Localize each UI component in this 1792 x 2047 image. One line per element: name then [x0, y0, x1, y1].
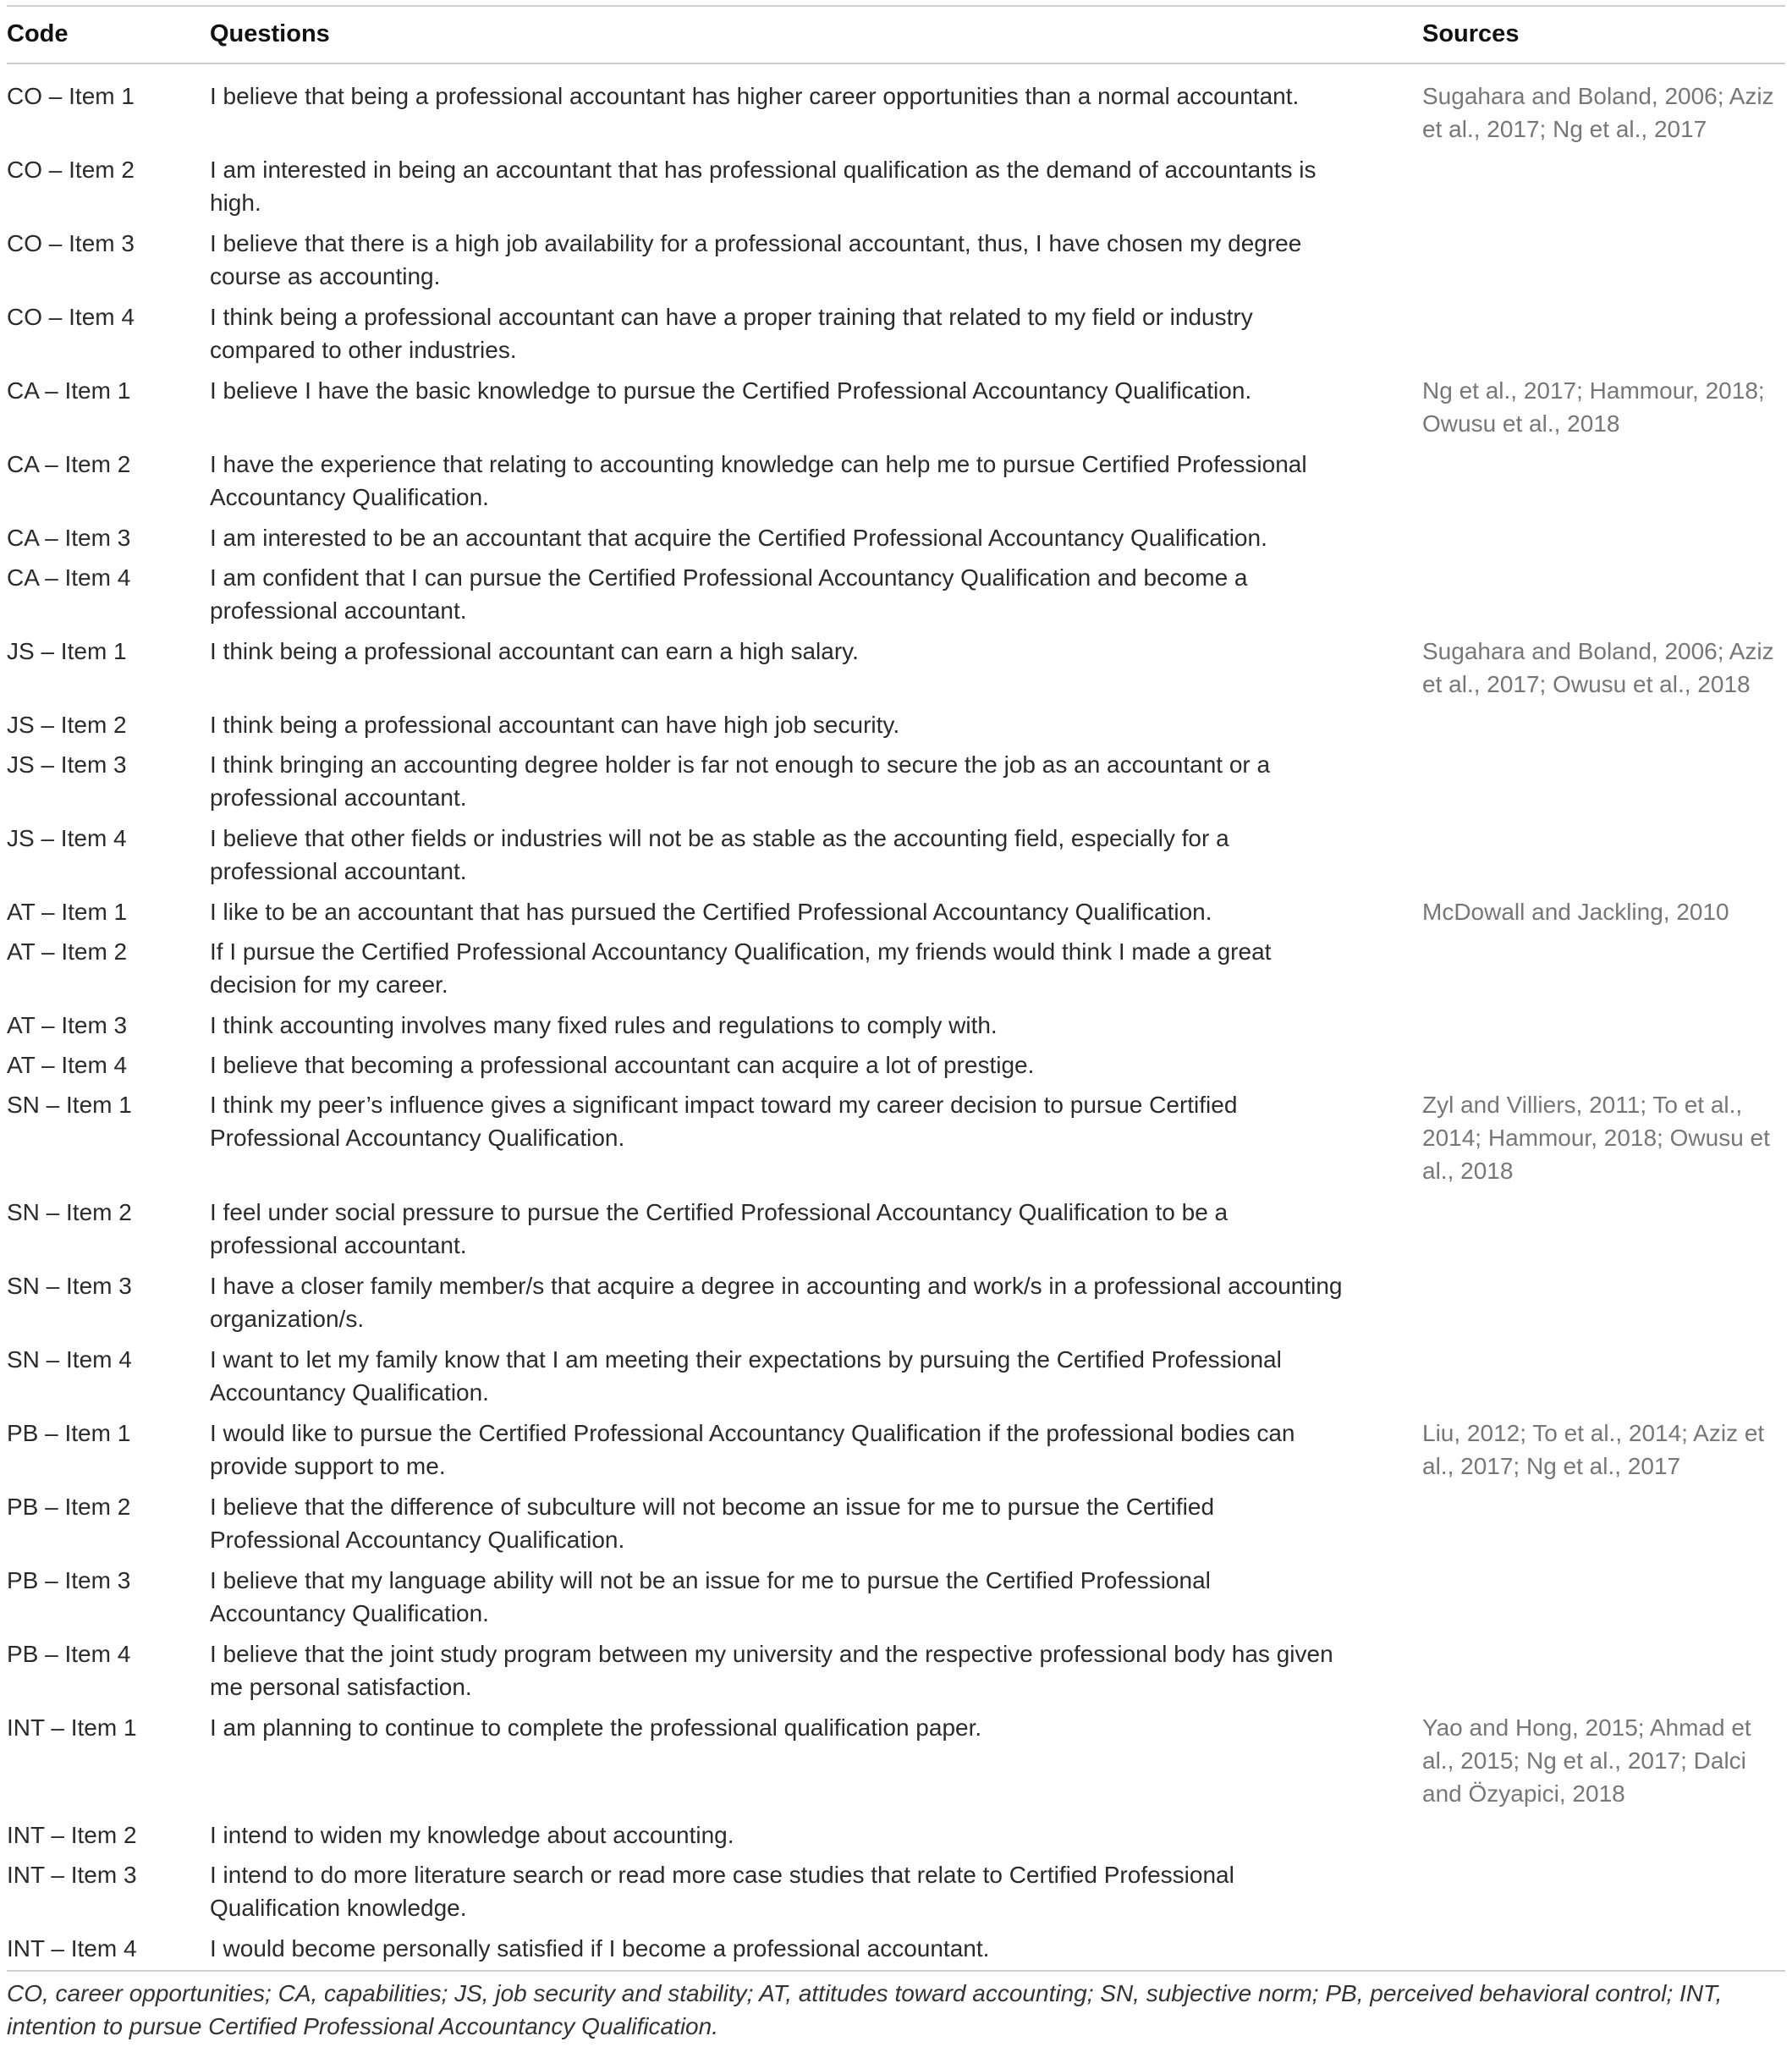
row-code: INT – Item 1: [7, 1714, 137, 1741]
row-code: PB – Item 2: [7, 1494, 131, 1520]
top-rule: [7, 5, 1785, 7]
row-sources: Zyl and Villiers, 2011; To et al., 2014; Hammour, 2018; Owusu et al., 2018: [1422, 1092, 1770, 1184]
row-question: I think being a professional accountant can earn a high salary.: [210, 638, 859, 664]
table-footnote: CO, career opportunities; CA, capabilities; JS, job security and stability; AT, attitudes toward accounting; SN, subjective norm; PB, perceived behavioral control; INT, intention to pursue Certified Professional Accountancy Qualification.: [7, 1980, 1723, 2039]
header-code: Code: [7, 20, 69, 47]
row-question: I believe that the difference of subculture will not become an issue for me to pursue the Certified Professional Accountancy Qualification.: [210, 1494, 1215, 1553]
row-code: AT – Item 1: [7, 899, 128, 925]
row-question: I think my peer’s influence gives a significant impact toward my career decision to pursue Certified Professional Accountancy Qualification.: [210, 1092, 1238, 1151]
row-sources: McDowall and Jackling, 2010: [1422, 899, 1729, 925]
row-question: I believe that other fields or industries will not be as stable as the accounting field, especially for a professional accountant.: [210, 825, 1229, 884]
row-question: I feel under social pressure to pursue the Certified Professional Accountancy Qualification to be a professional accountant.: [210, 1199, 1229, 1258]
row-sources: Sugahara and Boland, 2006; Aziz et al., 2017; Owusu et al., 2018: [1422, 638, 1774, 697]
row-code: JS – Item 4: [7, 825, 127, 851]
row-code: CO – Item 3: [7, 230, 135, 256]
row-question: I have the experience that relating to accounting knowledge can help me to pursue Certified Professional Accountancy Qualification.: [210, 451, 1307, 510]
row-question: I am planning to continue to complete the professional qualification paper.: [210, 1714, 982, 1741]
row-code: JS – Item 1: [7, 638, 127, 664]
header-questions: Questions: [210, 20, 330, 47]
row-question: I believe that my language ability will not be an issue for me to pursue the Certified Professional Accountancy Qualification.: [210, 1567, 1211, 1626]
row-question: I believe that being a professional accountant has higher career opportunities than a normal accountant.: [210, 83, 1300, 109]
row-question: I believe I have the basic knowledge to pursue the Certified Professional Accountancy Qualification.: [210, 377, 1252, 404]
row-question: I think being a professional accountant can have a proper training that related to my field or industry compared to other industries.: [210, 304, 1253, 363]
row-question: I would like to pursue the Certified Professional Accountancy Qualification if the professional bodies can provide support to me.: [210, 1420, 1295, 1479]
row-code: JS – Item 2: [7, 712, 127, 738]
row-question: I want to let my family know that I am meeting their expectations by pursuing the Certified Professional Accountancy Qualification.: [210, 1346, 1282, 1406]
row-question: I am interested to be an accountant that acquire the Certified Professional Accountancy Qualification.: [210, 525, 1267, 551]
row-code: AT – Item 4: [7, 1052, 128, 1078]
row-question: I think being a professional accountant can have high job security.: [210, 712, 900, 738]
row-code: SN – Item 2: [7, 1199, 132, 1225]
row-question: I think accounting involves many fixed rules and regulations to comply with.: [210, 1012, 998, 1038]
row-question: I believe that becoming a professional accountant can acquire a lot of prestige.: [210, 1052, 1035, 1078]
row-question: I like to be an accountant that has pursued the Certified Professional Accountancy Qualification.: [210, 899, 1212, 925]
row-question: I would become personally satisfied if I become a professional accountant.: [210, 1935, 990, 1962]
header-sources: Sources: [1422, 20, 1520, 47]
row-code: AT – Item 2: [7, 938, 128, 965]
row-code: INT – Item 2: [7, 1822, 137, 1848]
row-code: INT – Item 4: [7, 1935, 137, 1962]
row-question: If I pursue the Certified Professional Accountancy Qualification, my friends would think I made a great decision for my career.: [210, 938, 1272, 998]
row-code: JS – Item 3: [7, 751, 127, 778]
row-code: PB – Item 1: [7, 1420, 131, 1446]
row-question: I am interested in being an accountant that has professional qualification as the demand of accountants is high.: [210, 157, 1317, 216]
row-code: CA – Item 2: [7, 451, 131, 477]
row-question: I have a closer family member/s that acquire a degree in accounting and work/s in a professional accounting organization/s.: [210, 1273, 1343, 1332]
row-code: CO – Item 2: [7, 157, 135, 183]
row-sources: Liu, 2012; To et al., 2014; Aziz et al., 2017; Ng et al., 2017: [1422, 1420, 1765, 1479]
row-code: INT – Item 3: [7, 1862, 137, 1888]
row-code: SN – Item 4: [7, 1346, 132, 1373]
row-question: I am confident that I can pursue the Certified Professional Accountancy Qualification and become a professional accountant.: [210, 564, 1248, 624]
footer-rule: [7, 1970, 1785, 1972]
row-sources: Sugahara and Boland, 2006; Aziz et al., 2017; Ng et al., 2017: [1422, 83, 1774, 142]
row-code: CO – Item 4: [7, 304, 135, 330]
row-code: PB – Item 4: [7, 1641, 131, 1667]
row-question: I believe that there is a high job availability for a professional accountant, thus, I have chosen my degree course as accounting.: [210, 230, 1302, 289]
row-question: I intend to do more literature search or read more case studies that relate to Certified Professional Qualification knowledge.: [210, 1862, 1234, 1921]
row-code: AT – Item 3: [7, 1012, 128, 1038]
row-question: I intend to widen my knowledge about accounting.: [210, 1822, 734, 1848]
row-code: SN – Item 1: [7, 1092, 132, 1118]
row-sources: Yao and Hong, 2015; Ahmad et al., 2015; Ng et al., 2017; Dalci and Özyapici, 2018: [1422, 1714, 1751, 1807]
row-code: CO – Item 1: [7, 83, 135, 109]
row-code: CA – Item 4: [7, 564, 131, 591]
row-sources: Ng et al., 2017; Hammour, 2018; Owusu et al., 2018: [1422, 377, 1765, 437]
header-rule: [7, 63, 1785, 64]
row-code: SN – Item 3: [7, 1273, 132, 1299]
row-code: CA – Item 1: [7, 377, 131, 404]
row-code: PB – Item 3: [7, 1567, 131, 1593]
row-code: CA – Item 3: [7, 525, 131, 551]
row-question: I believe that the joint study program between my university and the respective professional body has given me personal satisfaction.: [210, 1641, 1333, 1700]
row-question: I think bringing an accounting degree holder is far not enough to secure the job as an accountant or a professional accountant.: [210, 751, 1271, 811]
